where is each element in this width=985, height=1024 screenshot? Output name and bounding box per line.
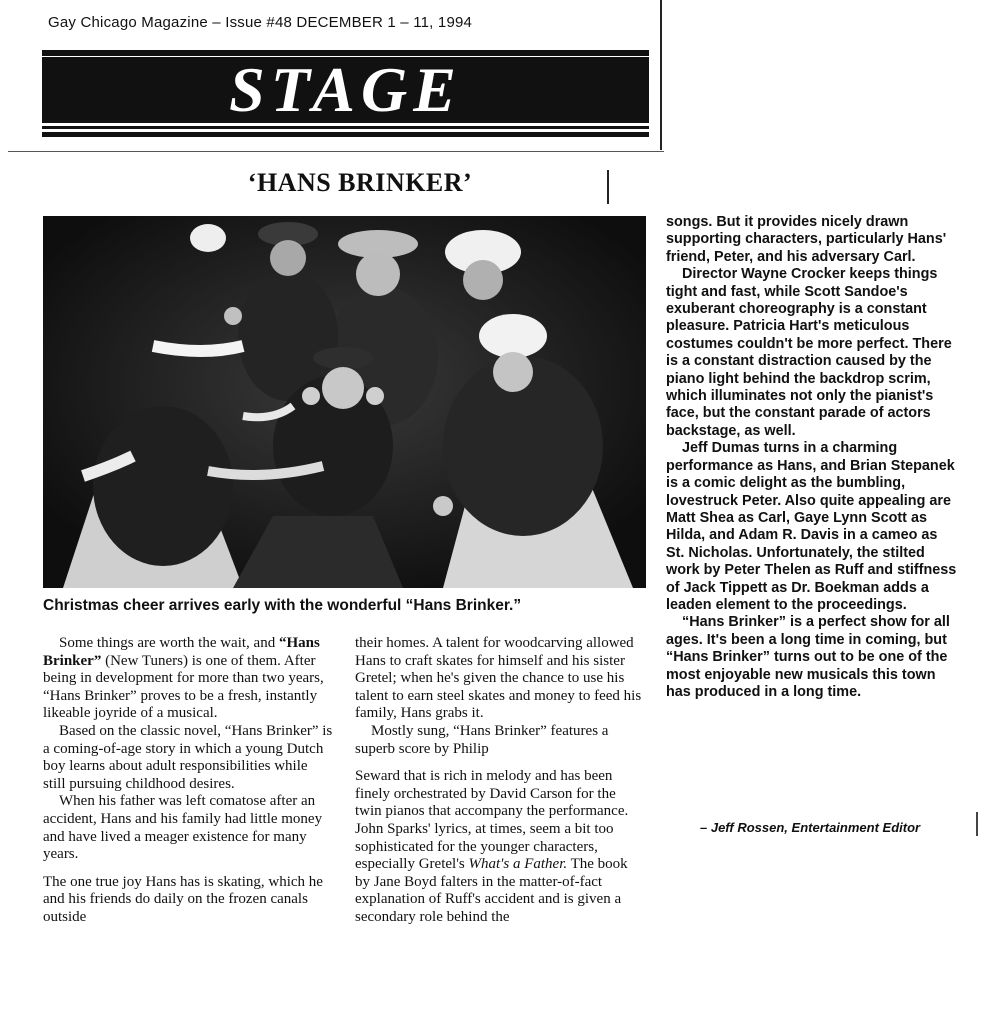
paragraph: “Hans Brinker” is a perfect show for all ages. It's been a long time in coming, but “Hans Brinker” turns out to be one of the most enjoyable new musicals this town has produced in a long time. <box>666 614 950 700</box>
right-edge-mark <box>976 812 978 836</box>
headline-edge-mark <box>607 170 609 204</box>
publication-header: Gay Chicago Magazine – Issue #48 DECEMBER 1 – 11, 1994 <box>48 14 473 31</box>
stage-photo <box>43 216 646 588</box>
text-run: Seward that is rich in melody and has been finely orchestrated by David Carson for the twin pianos that accompany the performance. John Sparks' lyrics, at times, seem a bit too sophisticated for the younger characters, especially Gretel's <box>355 768 629 873</box>
section-banner <box>42 50 649 142</box>
clipping-edge-line <box>660 0 662 150</box>
paragraph: their homes. A talent for woodcarving allowed Hans to craft skates for himself and his sister Gretel; when he's given the chance to use his talent to earn steel skates and money to feed his family, Hans grabs it. <box>355 635 642 722</box>
paragraph: When his father was left comatose after an accident, Hans and his family had little money and have lived a meager existence for many years. <box>43 793 323 863</box>
paragraph: songs. But it provides nicely drawn supporting characters, particularly Hans' friend, Peter, and his adversary Carl. <box>666 214 947 265</box>
photo-caption: Christmas cheer arrives early with the wonderful “Hans Brinker.” <box>43 597 522 614</box>
section-title: STAGE <box>229 54 462 125</box>
article-byline: – Jeff Rossen, Entertainment Editor <box>700 820 921 835</box>
article-column-2 <box>355 635 645 927</box>
paragraph: The one true joy Hans has is skating, which he and his friends do daily on the frozen canals outside <box>43 873 323 925</box>
paragraph: Mostly sung, “Hans Brinker” features a superb score by Philip <box>355 722 609 757</box>
text-run: (New Tuners) is one of them. After being in development for more than two years, “Hans Brinker” proves to be a fresh, instantly likeable joyride of a musical. <box>43 652 324 722</box>
stage-photo-image <box>43 216 646 588</box>
article-headline: ‘HANS BRINKER’ <box>247 168 473 197</box>
text-run: Some things are worth the wait, and <box>59 635 279 651</box>
song-title-italic: What's a Father. <box>468 856 568 873</box>
article-column-1 <box>43 635 333 927</box>
banner-bottom-rule <box>42 132 649 137</box>
paragraph: Jeff Dumas turns in a charming performance as Hans, and Brian Stepanek is a comic delight as the bumbling, lovestruck Peter. Also quite appealing are Matt Shea as Carl, Gaye Lynn Scott as Hilda, and Adam R. Davis in a cameo as St. Nicholas. Unfortunately, the stilted work by Peter Thelen as Ruff and stiffness of Jack Tippett as Dr. Boekman adds a leaden element to the proceedings. <box>666 440 957 613</box>
paragraph: Based on the classic novel, “Hans Brinker” is a coming-of-age story in which a young Dutch boy learns about adult responsibilities while still pursuing childhood desires. <box>43 722 333 792</box>
article-column-3 <box>666 214 958 701</box>
text-run: The book by Jane Boyd falters in the matter-of-fact explanation of Ruff's accident and is given a secondary role behind the <box>355 856 628 925</box>
paragraph: Director Wayne Crocker keeps things tight and fast, while Scott Sandoe's exuberant choreography is a constant pleasure. Patricia Hart's meticulous costumes couldn't be more perfect. There is a constant distraction caused by the piano light behind the backdrop scrim, which illuminates not only the pianist's face, but the constant parade of actors backstage, as well. <box>666 266 952 439</box>
paragraph <box>355 768 645 926</box>
clipping-cut-line <box>8 151 664 152</box>
paragraph <box>43 635 333 723</box>
show-title-bold: “Hans Brinker” <box>43 635 320 669</box>
